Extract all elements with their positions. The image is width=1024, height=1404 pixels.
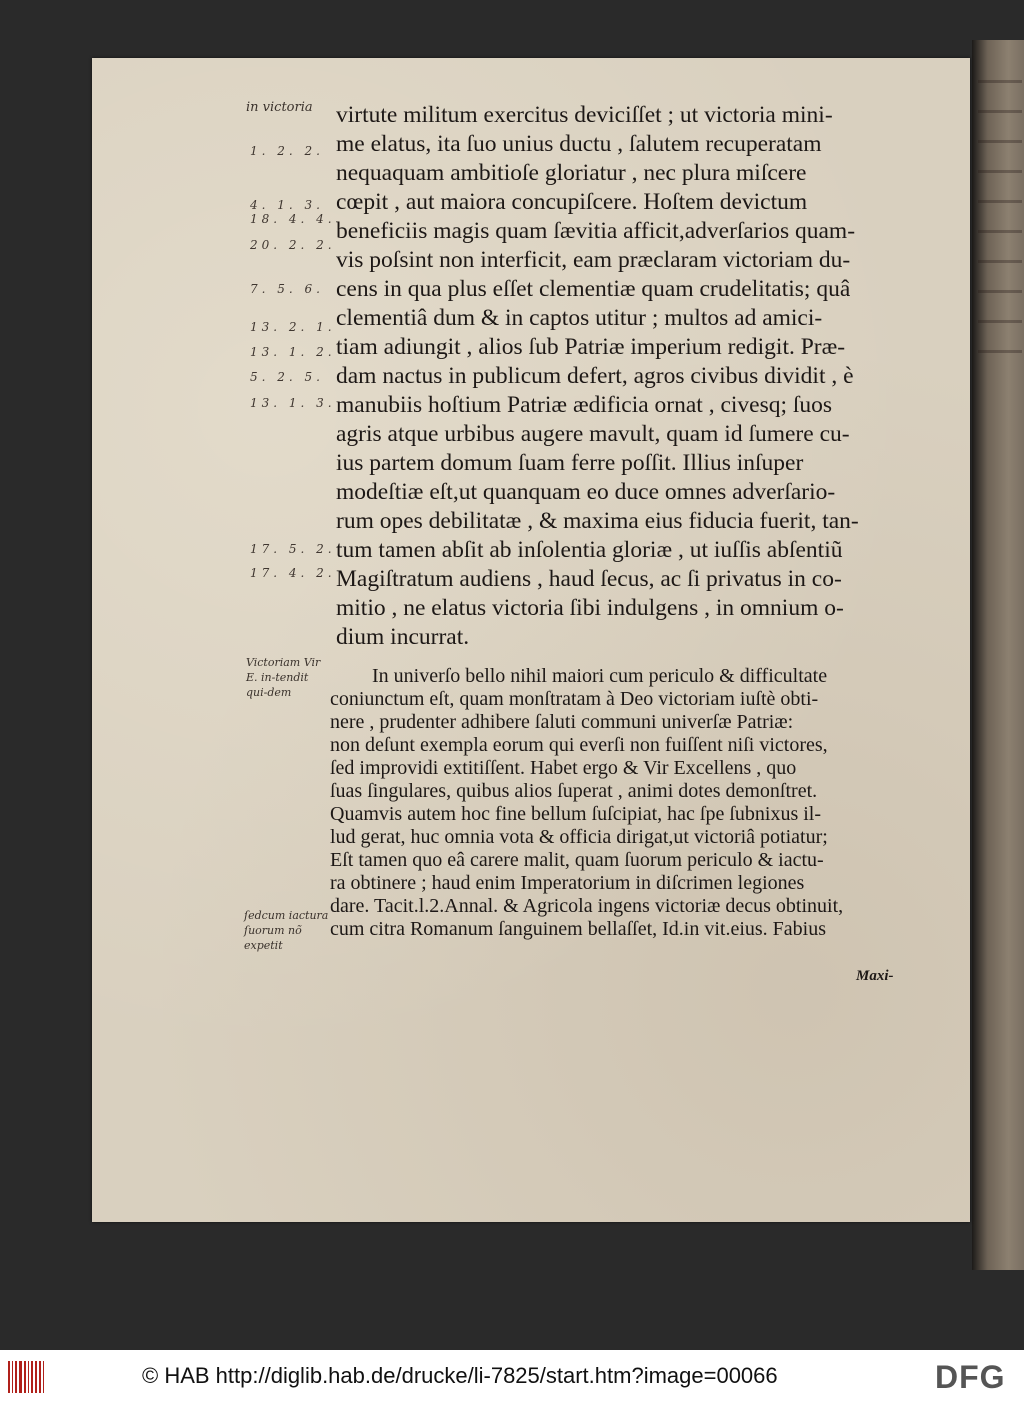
text-line: Eſt tamen quo eâ carere malit, quam ſuorum periculo & iactu-	[330, 849, 824, 871]
text-line: clementiâ dum & in captos utitur ; multos ad amici-	[336, 305, 823, 331]
footer-bar	[0, 1350, 1024, 1404]
text-line: Magiſtratum audiens , haud ſecus, ac ſi privatus in co-	[336, 566, 842, 592]
text-line: mitio , ne elatus victoria ſibi indulgens , in omnium o-	[336, 595, 844, 621]
text-line: In univerſo bello nihil maiori cum periculo & difficultate	[372, 665, 828, 687]
margin-note-victoriam: Victoriam Vir E. in-tendit qui-dem	[246, 656, 321, 699]
footer-copyright-url[interactable]: © HAB http://diglib.hab.de/drucke/li-7825/start.htm?image=00066	[142, 1363, 778, 1388]
reference-numbers: 13. 2. 1.	[250, 320, 336, 334]
reference-numbers: 13. 1. 2.	[250, 345, 336, 359]
text-line: dium incurrat.	[336, 624, 470, 650]
text-line: nequaquam ambitioſe gloriatur , nec plura miſcere	[336, 160, 807, 186]
text-line: tum tamen abſit ab inſolentia gloriæ , ut iuſſis abſentiũ	[336, 537, 843, 563]
text-line: nere , prudenter adhibere ſaluti communi univerſæ Patriæ:	[330, 711, 794, 733]
reference-numbers: 18. 4. 4.	[250, 212, 336, 226]
text-line: tiam adiungit , alios ſub Patriæ imperium redigit. Præ-	[336, 334, 846, 360]
reference-numbers: 17. 5. 2.	[250, 542, 336, 556]
text-line: virtute militum exercitus deviciſſet ; ut victoria mini-	[336, 102, 833, 128]
reference-numbers: 5. 2. 5.	[250, 370, 324, 384]
hab-barcode-logo-icon[interactable]	[8, 1361, 48, 1393]
text-line: agris atque urbibus augere mavult, quam id ſumere cu-	[336, 421, 850, 447]
text-line: beneficiis magis quam ſævitia afficit,adverſarios quam-	[336, 218, 856, 244]
text-line: non deſunt exempla eorum qui everſi non fuiſſent niſi victores,	[330, 734, 828, 756]
reference-numbers: 4. 1. 3.	[250, 198, 324, 212]
text-line: manubiis hoſtium Patriæ ædificia ornat , civesq; ſuos	[336, 392, 833, 418]
margin-note-sedcum: ſedcum iactura ſuorum nõ expetit	[244, 909, 329, 952]
text-line: me elatus, ita ſuo unius ductu , ſalutem recuperatam	[336, 131, 822, 157]
text-line: dare. Tacit.l.2.Annal. & Agricola ingens victoriæ decus obtinuit,	[330, 895, 844, 917]
reference-numbers: 20. 2. 2.	[250, 238, 336, 252]
reference-numbers: 7. 5. 6.	[250, 282, 324, 296]
text-line: cens in qua plus eſſet clementiæ quam crudelitatis; quâ	[336, 276, 851, 302]
text-line: Quamvis autem hoc fine bellum ſuſcipiat, hac ſpe ſubnixus il-	[330, 803, 821, 825]
reference-numbers: 17. 4. 2.	[250, 566, 336, 580]
text-line: ius partem domum ſuam ferre poſſit. Illius inſuper	[336, 450, 804, 476]
text-line: coniunctum eſt, quam monſtratam à Deo victoriam iuſtè obti-	[330, 688, 819, 710]
text-line: vis poſsint non interficit, eam præclaram victoriam du-	[336, 247, 851, 273]
text-line: cum citra Romanum ſanguinem bellaſſet, Id.in vit.eius. Fabius	[330, 918, 827, 940]
reference-numbers: 13. 1. 3.	[250, 396, 336, 410]
text-line: lud gerat, huc omnia vota & officia dirigat,ut victoriâ potiatur;	[330, 826, 828, 848]
text-line: cœpit , aut maiora concupiſcere. Hoſtem devictum	[336, 189, 808, 215]
reference-numbers: 1. 2. 2.	[250, 144, 324, 158]
text-line: ſed improvidi extitiſſent. Habet ergo & Vir Excellens , quo	[330, 757, 797, 779]
text-line: ra obtinere ; haud enim Imperatorium in diſcrimen legiones	[330, 872, 805, 894]
text-line: rum opes debilitatæ , & maxima eius fiducia fuerit, tan-	[336, 508, 859, 534]
catchword: Maxi-	[856, 968, 894, 984]
adjacent-page-edge	[972, 40, 1024, 1270]
text-line: modeſtiæ eſt,ut quanquam eo duce omnes adverſario-	[336, 479, 836, 505]
text-line: dam nactus in publicum defert, agros civibus dividit , è	[336, 363, 854, 389]
margin-note-in-victoria: in victoria	[246, 100, 313, 115]
dfg-logo-icon[interactable]: DFG	[935, 1359, 1006, 1395]
text-line: ſuas ſingulares, quibus alios ſuperat , animi dotes demonſtret.	[330, 780, 818, 802]
